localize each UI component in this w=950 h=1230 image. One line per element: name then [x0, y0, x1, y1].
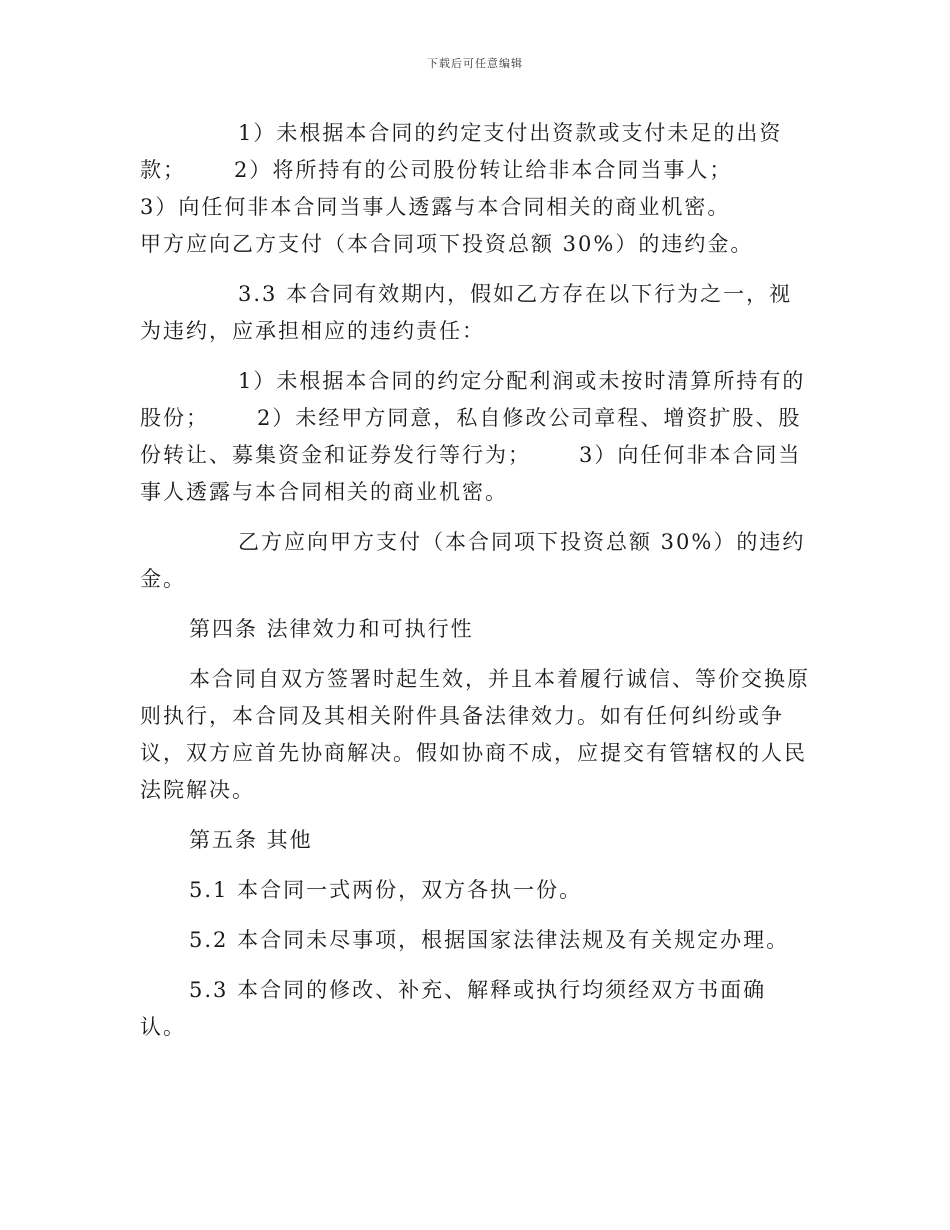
penalty-party-b: 乙方应向甲方支付（本合同项下投资总额 30%）的违约金。	[140, 530, 806, 591]
breach-item-a3: 3）向任何非本合同当事人透露与本合同相关的商业机密。	[140, 195, 731, 219]
clause-5-1: 5.1 本合同一式两份，双方各执一份。	[189, 878, 583, 902]
page-header: 下载后可任意编辑	[427, 57, 523, 70]
penalty-party-a: 甲方应向乙方支付（本合同项下投资总额 30%）的违约金。	[140, 232, 754, 256]
breach-item-b1: 1）未根据本合同的约定分配利润或未按时清算所持有的股份；	[140, 369, 806, 430]
article-5-title: 第五条 其他	[189, 828, 313, 852]
document-body	[140, 115, 810, 1059]
clause-5-2: 5.2 本合同未尽事项，根据国家法律法规及有关规定办理。	[189, 928, 790, 952]
breach-item-a2: 2）将所持有的公司股份转让给非本合同当事人；	[234, 158, 733, 182]
breach-list-party-b	[140, 363, 810, 511]
clause-3-3: 3.3 本合同有效期内，假如乙方存在以下行为之一，视为违约，应承担相应的违约责任：	[140, 282, 793, 343]
breach-list-party-a	[140, 115, 810, 263]
article-4-title: 第四条 法律效力和可执行性	[189, 617, 474, 641]
clause-5-3: 5.3 本合同的修改、补充、解释或执行均须经双方书面确认。	[140, 978, 767, 1039]
breach-item-a1: 1）未根据本合同的约定支付出资款或支付未足的出资款；	[140, 121, 783, 182]
breach-item-b2: 2）未经甲方同意，私自修改公司章程、增资扩股、股份转让、募集资金和证券发行等行为；	[140, 406, 802, 467]
breach-item-b3: 3）向任何非本合同当事人透露与本合同相关的商业机密。	[140, 443, 802, 504]
article-4-body: 本合同自双方签署时起生效，并且本着履行诚信、等价交换原则执行，本合同及其相关附件具备法律效力。如有任何纠纷或争议，双方应首先协商解决。假如协商不成，应提交有管辖权的人民法院解决。	[140, 667, 810, 802]
